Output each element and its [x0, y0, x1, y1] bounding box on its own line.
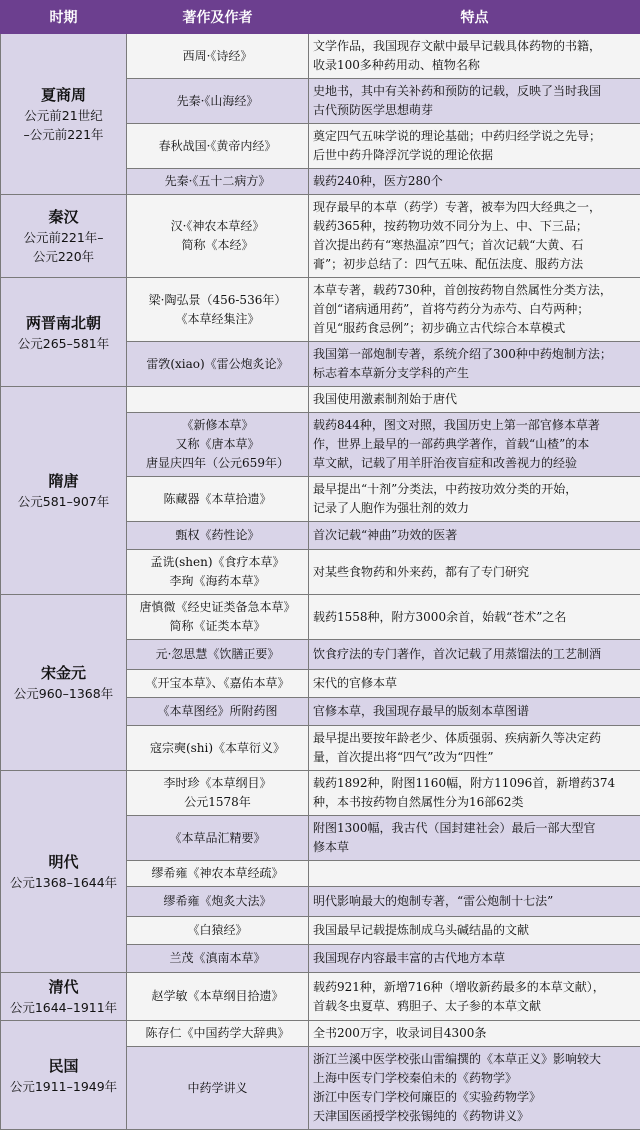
- table-row: [1, 34, 640, 79]
- work-cell: [127, 945, 309, 973]
- cell-line: 先秦·《山海经》: [131, 92, 304, 111]
- work-cell: [127, 861, 309, 887]
- feature-cell: [309, 79, 640, 124]
- era-name: 清代: [5, 976, 122, 998]
- work-cell: [127, 670, 309, 698]
- cell-line: 载药1892种，附图1160幅，附方11096首，新增药374: [313, 774, 636, 793]
- era-name: 明代: [5, 851, 122, 873]
- cell-line: 首见“服药食忌例”；初步确立古代综合本草模式: [313, 319, 636, 338]
- feature-cell: [309, 1047, 640, 1130]
- work-cell: [127, 34, 309, 79]
- cell-line: 寇宗奭(shi)《本草衍义》: [131, 739, 304, 758]
- cell-line: 后世中药升降浮沉学说的理论依据: [313, 146, 636, 165]
- cell-line: 官修本草，我国现存最早的版刻本草图谱: [313, 702, 636, 721]
- feature-cell: [309, 945, 640, 973]
- era-cell: [1, 595, 127, 771]
- work-cell: [127, 917, 309, 945]
- cell-line: 我国第一部炮制专著，系统介绍了300种中药炮制方法；: [313, 345, 636, 364]
- cell-line: 标志着本草新分支学科的产生: [313, 364, 636, 383]
- work-cell: [127, 342, 309, 387]
- feature-cell: [309, 917, 640, 945]
- era-name: 夏商周: [5, 84, 122, 106]
- cell-line: 缪希雍《神农本草经疏》: [131, 864, 304, 883]
- work-cell: [127, 169, 309, 195]
- cell-line: 春秋战国·《黄帝内经》: [131, 137, 304, 156]
- work-cell: [127, 595, 309, 640]
- feature-cell: [309, 387, 640, 413]
- cell-line: 上海中医专门学校秦伯未的《药物学》: [313, 1069, 636, 1088]
- cell-line: 量，首次提出将“四气”改为“四性”: [313, 748, 636, 767]
- cell-line: 首载冬虫夏草、鸦胆子、太子参的本草文献: [313, 997, 636, 1016]
- cell-line: 现存最早的本草（药学）专著，被奉为四大经典之一，: [313, 198, 636, 217]
- feature-cell: [309, 34, 640, 79]
- header-works: 著作及作者: [127, 1, 309, 34]
- work-cell: [127, 1047, 309, 1130]
- cell-line: 文学作品，我国现存文献中最早记载具体药物的书籍，: [313, 37, 636, 56]
- work-cell: [127, 771, 309, 816]
- cell-line: 首创“诸病通用药”，首将芍药分为赤芍、白芍两种；: [313, 300, 636, 319]
- era-years: 公元265–581年: [5, 334, 122, 353]
- feature-cell: [309, 477, 640, 522]
- cell-line: 《本草经集注》: [131, 310, 304, 329]
- cell-line: 史地书，其中有关补药和预防的记载，反映了当时我国: [313, 82, 636, 101]
- cell-line: 陈藏器《本草拾遗》: [131, 490, 304, 509]
- cell-line: 兰茂《滇南本草》: [131, 949, 304, 968]
- work-cell: [127, 698, 309, 726]
- feature-cell: [309, 973, 640, 1021]
- header-features: 特点: [309, 1, 640, 34]
- era-name: 民国: [5, 1055, 122, 1077]
- work-cell: [127, 79, 309, 124]
- work-cell: [127, 816, 309, 861]
- cell-line: 草文献，记载了用羊肝治夜盲症和改善视力的经验: [313, 454, 636, 473]
- era-cell: [1, 1021, 127, 1130]
- cell-line: 全书200万字，收录词目4300条: [313, 1024, 636, 1043]
- feature-cell: [309, 771, 640, 816]
- cell-line: 天津国医函授学校张锡纯的《药物讲义》: [313, 1107, 636, 1126]
- cell-line: 我国现存内容最丰富的古代地方本草: [313, 949, 636, 968]
- cell-line: 记录了人胞作为强壮剂的效力: [313, 499, 636, 518]
- cell-line: 《白猿经》: [131, 921, 304, 940]
- table-row: [1, 595, 640, 640]
- cell-line: 《开宝本草》、《嘉佑本草》: [131, 674, 304, 693]
- cell-line: 载药365种，按药物功效不同分为上、中、下三品；: [313, 217, 636, 236]
- cell-line: 附图1300幅，我古代（国封建社会）最后一部大型官: [313, 819, 636, 838]
- era-years: –公元前221年: [5, 125, 122, 144]
- cell-line: 载药921种，新增716种（增收新药最多的本草文献），: [313, 978, 636, 997]
- cell-line: 又称《唐本草》: [131, 435, 304, 454]
- cell-line: 李珣《海药本草》: [131, 572, 304, 591]
- cell-line: 唐显庆四年（公元659年）: [131, 454, 304, 473]
- cell-line: 先秦·《五十二病方》: [131, 172, 304, 191]
- cell-line: 奠定四气五味学说的理论基础；中药归经学说之先导；: [313, 127, 636, 146]
- cell-line: 汉·《神农本草经》: [131, 217, 304, 236]
- cell-line: 饮食疗法的专门著作，首次记载了用蒸馏法的工艺制酒: [313, 645, 636, 664]
- feature-cell: [309, 413, 640, 477]
- work-cell: [127, 387, 309, 413]
- cell-line: 陈存仁《中国药学大辞典》: [131, 1024, 304, 1043]
- era-cell: [1, 771, 127, 973]
- cell-line: 最早提出“十剂”分类法，中药按功效分类的开始，: [313, 480, 636, 499]
- cell-line: 甄权《药性论》: [131, 526, 304, 545]
- cell-line: 我国使用激素制剂始于唐代: [313, 390, 636, 409]
- work-cell: [127, 640, 309, 670]
- era-years: 公元前21世纪: [5, 106, 122, 125]
- feature-cell: [309, 522, 640, 550]
- cell-line: 古代预防医学思想萌芽: [313, 101, 636, 120]
- cell-line: 载药240种，医方280个: [313, 172, 636, 191]
- work-cell: [127, 477, 309, 522]
- work-cell: [127, 1021, 309, 1047]
- cell-line: 最早提出要按年龄老少、体质强弱、疾病新久等决定药: [313, 729, 636, 748]
- work-cell: [127, 550, 309, 595]
- cell-line: 西周·《诗经》: [131, 47, 304, 66]
- era-name: 两晋南北朝: [5, 312, 122, 334]
- era-cell: [1, 195, 127, 278]
- work-cell: [127, 124, 309, 169]
- feature-cell: [309, 342, 640, 387]
- cell-line: 梁·陶弘景（456-536年）: [131, 291, 304, 310]
- cell-line: 载药1558种，附方3000余首，始载“苍术”之名: [313, 608, 636, 627]
- work-cell: [127, 522, 309, 550]
- table-row: [1, 278, 640, 342]
- cell-line: 种，本书按药物自然属性分为16部62类: [313, 793, 636, 812]
- header-period: 时期: [1, 1, 127, 34]
- feature-cell: [309, 1021, 640, 1047]
- cell-line: 作，世界上最早的一部药典学著作，首载“山楂”的本: [313, 435, 636, 454]
- feature-cell: [309, 816, 640, 861]
- feature-cell: [309, 698, 640, 726]
- work-cell: [127, 726, 309, 771]
- work-cell: [127, 413, 309, 477]
- era-name: 宋金元: [5, 662, 122, 684]
- work-cell: [127, 278, 309, 342]
- era-name: 隋唐: [5, 470, 122, 492]
- work-cell: [127, 195, 309, 278]
- cell-line: 李时珍《本草纲目》: [131, 774, 304, 793]
- cell-line: 《新修本草》: [131, 416, 304, 435]
- cell-line: 元·忽思慧《饮膳正要》: [131, 645, 304, 664]
- table-row: [1, 771, 640, 816]
- era-years: 公元1368–1644年: [5, 873, 122, 892]
- table-row: [1, 195, 640, 278]
- era-years: 公元220年: [5, 247, 122, 266]
- feature-cell: [309, 195, 640, 278]
- cell-line: 浙江兰溪中医学校张山雷编撰的《本草正义》影响较大: [313, 1050, 636, 1069]
- work-cell: [127, 887, 309, 917]
- cell-line: 浙江中医专门学校何廉臣的《实验药物学》: [313, 1088, 636, 1107]
- cell-line: 宋代的官修本草: [313, 674, 636, 693]
- work-cell: [127, 973, 309, 1021]
- feature-cell: [309, 595, 640, 640]
- era-years: 公元前221年–: [5, 228, 122, 247]
- table-row: [1, 387, 640, 413]
- cell-line: 赵学敏《本草纲目拾遗》: [131, 987, 304, 1006]
- feature-cell: [309, 278, 640, 342]
- feature-cell: [309, 169, 640, 195]
- cell-line: 首次提出药有“寒热温凉”四气；首次记载“大黄、石: [313, 236, 636, 255]
- feature-cell: [309, 550, 640, 595]
- era-cell: [1, 973, 127, 1021]
- era-name: 秦汉: [5, 206, 122, 228]
- feature-cell: [309, 670, 640, 698]
- cell-line: 雷敩(xiao)《雷公炮炙论》: [131, 355, 304, 374]
- era-cell: [1, 387, 127, 595]
- cell-line: 载药844种，图文对照，我国历史上第一部官修本草著: [313, 416, 636, 435]
- feature-cell: [309, 124, 640, 169]
- cell-line: 孟诜(shen)《食疗本草》: [131, 553, 304, 572]
- cell-line: 收录100多种药用动、植物名称: [313, 56, 636, 75]
- era-cell: [1, 34, 127, 195]
- table-row: [1, 1021, 640, 1047]
- cell-line: 简称《证类本草》: [131, 617, 304, 636]
- cell-line: 《本草品汇精要》: [131, 829, 304, 848]
- cell-line: 修本草: [313, 838, 636, 857]
- feature-cell: [309, 861, 640, 887]
- feature-cell: [309, 887, 640, 917]
- cell-line: 对某些食物药和外来药，都有了专门研究: [313, 563, 636, 582]
- cell-line: 我国最早记载提炼制成乌头碱结晶的文献: [313, 921, 636, 940]
- cell-line: 公元1578年: [131, 793, 304, 812]
- cell-line: 《本草图经》所附药图: [131, 702, 304, 721]
- era-years: 公元581–907年: [5, 492, 122, 511]
- cell-line: 简称《本经》: [131, 236, 304, 255]
- feature-cell: [309, 726, 640, 771]
- cell-line: 唐慎微《经史证类备急本草》: [131, 598, 304, 617]
- era-years: 公元960–1368年: [5, 684, 122, 703]
- feature-cell: [309, 640, 640, 670]
- cell-line: 首次记载“神曲”功效的医著: [313, 526, 636, 545]
- era-years: 公元1911–1949年: [5, 1077, 122, 1096]
- era-cell: [1, 278, 127, 387]
- cell-line: 膏”；初步总结了：四气五味、配伍法度、服药方法: [313, 255, 636, 274]
- table-row: [1, 973, 640, 1021]
- header-row: [1, 1, 640, 34]
- cell-line: 缪希雍《炮炙大法》: [131, 892, 304, 911]
- cell-line: 中药学讲义: [131, 1079, 304, 1098]
- era-years: 公元1644–1911年: [5, 998, 122, 1017]
- cell-line: 明代影响最大的炮制专著，“雷公炮制十七法”: [313, 892, 636, 911]
- cell-line: 本草专著，载药730种，首创按药物自然属性分类方法，: [313, 281, 636, 300]
- table-body: [1, 34, 640, 1130]
